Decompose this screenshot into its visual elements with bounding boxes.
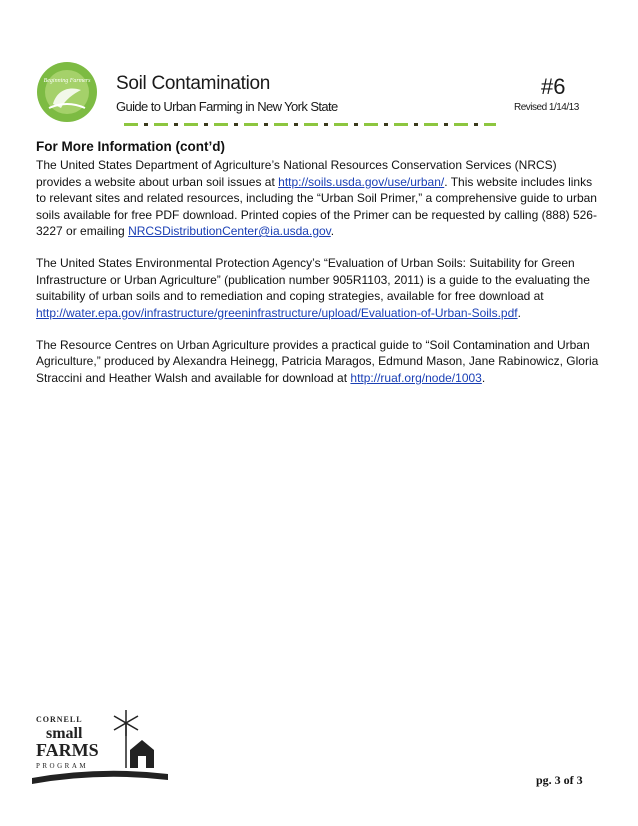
epa-evaluation-link[interactable]: http://water.epa.gov/infrastructure/greeninfrastructure/upload/Evaluation-of-Urban-Soils.pdf (36, 305, 518, 320)
paragraph-epa (36, 255, 602, 321)
logo-line-farms: FARMS (36, 740, 99, 760)
divider-dash (174, 123, 178, 126)
paragraph-text: . (330, 224, 335, 239)
paragraph-text: The United States Department of Agriculture’s National Resources Conservation Services (NRCS) provides a website about urban soil issues at (36, 158, 557, 189)
document-number: #6 (541, 74, 566, 99)
section-heading: For More Information (cont’d) (36, 139, 225, 154)
document-title: Soil Contamination (116, 73, 271, 94)
divider-dash (184, 123, 198, 126)
divider-dash (394, 123, 408, 126)
revision-date: Revised 1/14/13 (514, 102, 579, 113)
logo-text: Beginning Farmers (43, 78, 91, 84)
logo-line-program: PROGRAM (36, 762, 89, 770)
paragraph-text: . (517, 305, 521, 320)
paragraph-text: . (481, 370, 486, 385)
ruaf-node-link[interactable]: http://ruaf.org/node/1003 (350, 370, 482, 385)
divider-dash (324, 123, 328, 126)
beginning-farmers-logo (35, 60, 99, 124)
nrcs-urban-link[interactable]: http://soils.usda.gov/use/urban/ (278, 174, 445, 189)
nrcs-email-link[interactable]: NRCSDistributionCenter@ia.usda.gov (128, 224, 331, 239)
divider-dash (144, 123, 148, 126)
divider-dash (334, 123, 348, 126)
divider-dash (304, 123, 318, 126)
paragraph-nrcs (36, 157, 602, 239)
cornell-small-farms-logo (30, 708, 170, 790)
logo-line-cornell: CORNELL (36, 715, 83, 724)
divider-dash (274, 123, 288, 126)
divider-dash (204, 123, 208, 126)
divider-dash (364, 123, 378, 126)
paragraph-text: The Resource Centres on Urban Agriculture provides a practical guide to “Soil Contamination and Urban Agriculture,” produced by Alexandra Heinegg, Patricia Maragos, Edmund Mason, Jane Rabinowicz, Gloria Straccini and Heather Walsh and available for download at (36, 338, 599, 385)
divider-dash (474, 123, 478, 126)
page-number: pg. 3 of 3 (536, 773, 583, 787)
divider-dash (294, 123, 298, 126)
divider-dash (444, 123, 448, 126)
divider-dash (414, 123, 418, 126)
divider-dash (354, 123, 358, 126)
divider-dash (154, 123, 168, 126)
divider-dash (244, 123, 258, 126)
divider-dash (234, 123, 238, 126)
header-divider (124, 122, 496, 128)
document-subtitle: Guide to Urban Farming in New York State (116, 99, 338, 114)
paragraph-ruaf (36, 337, 602, 386)
main-content (36, 139, 602, 402)
divider-dash (124, 123, 138, 126)
divider-dash (454, 123, 468, 126)
divider-dash (424, 123, 438, 126)
paragraph-text: The United States Environmental Protection Agency’s “Evaluation of Urban Soils: Suitability for Green Infrastructure or Urban Agriculture” (publication number 905R1103, 2011) is a guide to the evaluating the suitability of urban soils and to remediation and coping strategies, available for free download at (36, 256, 590, 304)
divider-dash (484, 123, 496, 126)
logo-line-small: small (46, 725, 83, 742)
divider-dash (214, 123, 228, 126)
paragraph-text: . This website includes links to relevant sites and related resources, including the “Urban Soil Primer,” a comprehensive guide to urban soils available for free PDF download. Printed copies of the Primer can be requested by calling (888) 526-3227 or emailing (36, 174, 597, 239)
divider-dash (264, 123, 268, 126)
divider-dash (384, 123, 388, 126)
